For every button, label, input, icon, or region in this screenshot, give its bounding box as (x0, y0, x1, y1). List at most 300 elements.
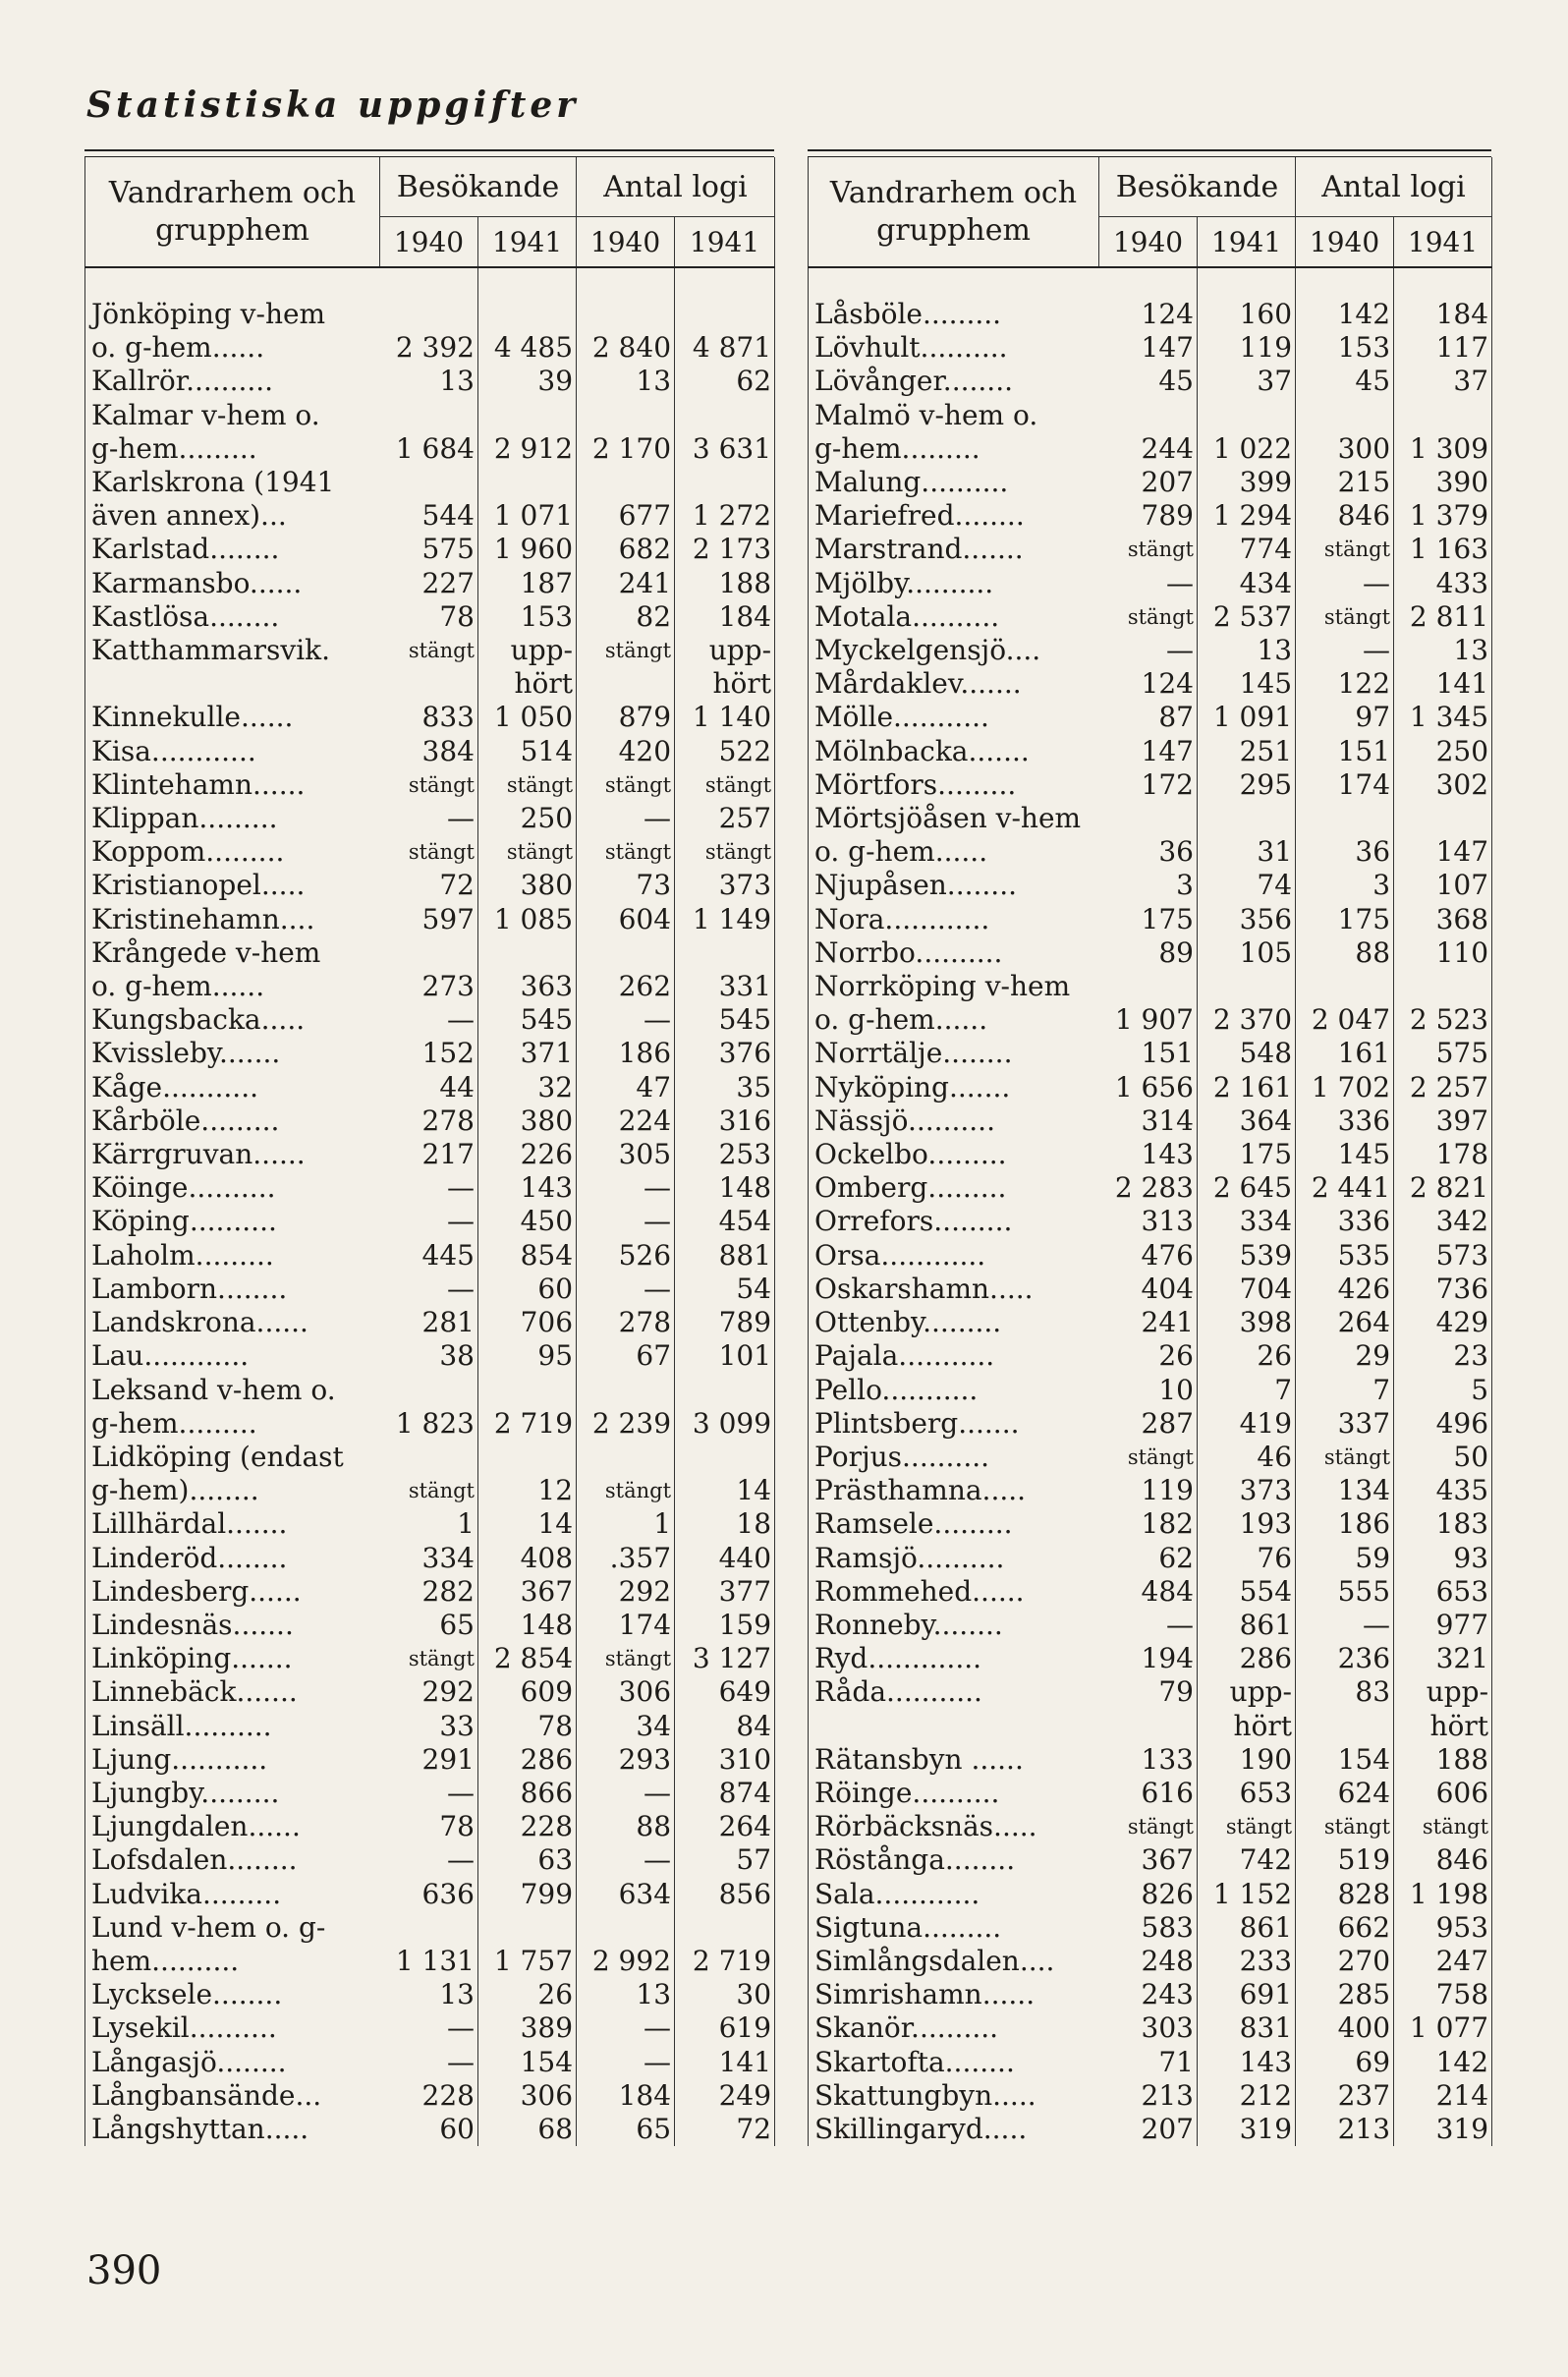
top-rule (808, 149, 1491, 157)
value-cell: 1 163 (1394, 533, 1492, 566)
hostel-name-cell: Lindesnäs....... (85, 1609, 380, 1642)
hostel-name-cell: Oskarshamn..... (809, 1273, 1099, 1306)
value-cell: stängt (1296, 600, 1394, 634)
table-row (809, 466, 1492, 499)
hostel-name-cell: Mårdaklev....... (809, 667, 1099, 701)
hostel-name-cell: Lindesberg...... (85, 1575, 380, 1609)
value-cell: 706 (478, 1306, 577, 1339)
hostel-name-cell (85, 667, 380, 701)
value-cell: stängt (577, 768, 675, 802)
top-rule (84, 149, 774, 157)
value-cell: 384 (380, 735, 478, 768)
value-cell: — (1099, 1609, 1198, 1642)
value-cell: 287 (1099, 1407, 1198, 1441)
value-cell: 400 (1296, 2011, 1394, 2045)
hostel-name-cell: Ljungby......... (85, 1777, 380, 1810)
value-cell: 2 161 (1198, 1071, 1296, 1104)
hostel-name-cell: Mörtfors......... (809, 768, 1099, 802)
value-cell: 319 (1198, 2113, 1296, 2146)
value-cell: 187 (478, 567, 577, 600)
value-cell: 2 173 (675, 533, 775, 566)
value-cell: 653 (1198, 1777, 1296, 1810)
table-row (809, 2079, 1492, 2113)
value-cell: upp- (1394, 1675, 1492, 1709)
value-cell: stängt (1296, 1441, 1394, 1474)
value-cell: 3 (1099, 869, 1198, 902)
value-cell: 32 (478, 1071, 577, 1104)
hostel-name-cell: Röinge.......... (809, 1777, 1099, 1810)
table-row (85, 835, 775, 869)
page-title: Statistiska uppgifter (86, 85, 580, 126)
value-cell: 548 (1198, 1037, 1296, 1070)
hostel-name-cell: Linsäll.......... (85, 1710, 380, 1743)
value-cell: 226 (478, 1138, 577, 1171)
value-cell: 174 (1296, 768, 1394, 802)
value-cell: 214 (1394, 2079, 1492, 2113)
value-cell: 60 (380, 2113, 478, 2146)
value-cell: 342 (1394, 1205, 1492, 1238)
value-cell: 88 (1296, 936, 1394, 970)
table-row (85, 2113, 775, 2146)
table-row (809, 1104, 1492, 1138)
left-table (84, 157, 775, 2146)
value-cell: 440 (675, 1542, 775, 1575)
value-cell: 1 907 (1099, 1003, 1198, 1037)
hostel-name-cell: g-hem......... (85, 1407, 380, 1441)
value-cell: 799 (478, 1878, 577, 1911)
hostel-name-cell: Mölnbacka....... (809, 735, 1099, 768)
value-cell: 522 (675, 735, 775, 768)
hostel-name-cell: Ronneby........ (809, 1609, 1099, 1642)
spacer-cell (675, 267, 775, 298)
value-cell: — (380, 1843, 478, 1877)
table-row (85, 331, 775, 365)
value-cell: 334 (380, 1542, 478, 1575)
hostel-name-cell: Omberg......... (809, 1171, 1099, 1205)
table-row (809, 1441, 1492, 1474)
value-cell: 390 (1394, 466, 1492, 499)
value-cell (1198, 802, 1296, 835)
value-cell (1394, 802, 1492, 835)
value-cell: 2 441 (1296, 1171, 1394, 1205)
value-cell: 249 (675, 2079, 775, 2113)
hostel-name-cell: Kristinehamn.... (85, 903, 380, 936)
value-cell (380, 399, 478, 432)
value-cell (1198, 399, 1296, 432)
value-cell: 789 (675, 1306, 775, 1339)
value-cell: 828 (1296, 1878, 1394, 1911)
value-cell: 295 (1198, 768, 1296, 802)
value-cell: 62 (675, 365, 775, 398)
value-cell: 97 (1296, 701, 1394, 734)
value-cell: stängt (1099, 600, 1198, 634)
value-cell: 334 (1198, 1205, 1296, 1238)
hostel-name-cell: o. g-hem...... (85, 331, 380, 365)
value-cell: 1 309 (1394, 432, 1492, 466)
value-cell: 47 (577, 1071, 675, 1104)
value-cell: upp- (478, 634, 577, 667)
value-cell: 78 (478, 1710, 577, 1743)
value-cell: 250 (478, 802, 577, 835)
value-cell: 1 (577, 1507, 675, 1541)
hostel-name-cell: Linnebäck....... (85, 1675, 380, 1709)
value-cell: 147 (1099, 735, 1198, 768)
value-cell: 606 (1394, 1777, 1492, 1810)
value-cell: 143 (1099, 1138, 1198, 1171)
value-cell: 292 (577, 1575, 675, 1609)
hostel-name-cell: Långshyttan..... (85, 2113, 380, 2146)
value-cell: 389 (478, 2011, 577, 2045)
table-row (85, 298, 775, 331)
hostel-name-cell: Lidköping (endast (85, 1441, 380, 1474)
value-cell: 653 (1394, 1575, 1492, 1609)
value-cell: 1 152 (1198, 1878, 1296, 1911)
value-cell: 145 (1198, 667, 1296, 701)
value-cell: 363 (478, 970, 577, 1003)
table-row (809, 1911, 1492, 1945)
value-cell (577, 936, 675, 970)
table-row (809, 1843, 1492, 1877)
hostel-name-cell: Pajala........... (809, 1339, 1099, 1373)
value-cell: 154 (478, 2046, 577, 2079)
value-cell: — (577, 1003, 675, 1037)
table-row (809, 1339, 1492, 1373)
value-cell: 117 (1394, 331, 1492, 365)
hostel-name-cell: Kristianopel..... (85, 869, 380, 902)
value-cell: 4 871 (675, 331, 775, 365)
hostel-name-cell: Sigtuna......... (809, 1911, 1099, 1945)
value-cell: 72 (380, 869, 478, 902)
value-cell: 303 (1099, 2011, 1198, 2045)
value-cell: 573 (1394, 1239, 1492, 1273)
value-cell (1099, 970, 1198, 1003)
value-cell: 380 (478, 869, 577, 902)
table-row (85, 466, 775, 499)
value-cell: 434 (1198, 567, 1296, 600)
hostel-name-cell: Malmö v-hem o. (809, 399, 1099, 432)
value-cell: 636 (380, 1878, 478, 1911)
hostel-name-cell: Linderöd........ (85, 1542, 380, 1575)
value-cell: 39 (478, 365, 577, 398)
hostel-name-cell: Lillhärdal....... (85, 1507, 380, 1541)
hostel-name-cell: Mörtsjöåsen v-hem (809, 802, 1099, 835)
value-cell: stängt (380, 768, 478, 802)
hostel-name-cell: Långbansände... (85, 2079, 380, 2113)
hostel-name-cell: Skartofta........ (809, 2046, 1099, 2079)
table-row (85, 1205, 775, 1238)
table-row (809, 802, 1492, 835)
value-cell: 2 170 (577, 432, 675, 466)
table-row (809, 1810, 1492, 1843)
spacer-cell (478, 267, 577, 298)
value-cell: 300 (1296, 432, 1394, 466)
value-cell: 248 (1099, 1945, 1198, 1978)
value-cell: stängt (577, 835, 675, 869)
table-row (809, 1071, 1492, 1104)
spacer-cell (1099, 267, 1198, 298)
header-lodging: Antal logi (577, 157, 775, 217)
hostel-name-cell: Karmansbo...... (85, 567, 380, 600)
value-cell: 445 (380, 1239, 478, 1273)
value-cell: 237 (1296, 2079, 1394, 2113)
value-cell: 143 (478, 1171, 577, 1205)
value-cell: 30 (675, 1978, 775, 2011)
value-cell: 278 (380, 1104, 478, 1138)
value-cell: 583 (1099, 1911, 1198, 1945)
value-cell: 2 811 (1394, 600, 1492, 634)
value-cell: 526 (577, 1239, 675, 1273)
value-cell: 13 (577, 1978, 675, 2011)
value-cell: 82 (577, 600, 675, 634)
value-cell: 89 (1099, 936, 1198, 970)
value-cell: stängt (380, 835, 478, 869)
value-cell: 1 379 (1394, 499, 1492, 533)
value-cell: 321 (1394, 1642, 1492, 1675)
value-cell: 624 (1296, 1777, 1394, 1810)
value-cell: 831 (1198, 2011, 1296, 2045)
value-cell: 856 (675, 1878, 775, 1911)
value-cell: 262 (577, 970, 675, 1003)
hostel-name-cell: Landskrona...... (85, 1306, 380, 1339)
value-cell: — (1099, 634, 1198, 667)
hostel-name-cell: o. g-hem...... (809, 1003, 1099, 1037)
table-row (809, 667, 1492, 701)
value-cell: 142 (1296, 298, 1394, 331)
value-cell: 57 (675, 1843, 775, 1877)
header-year: 1940 (1296, 217, 1394, 268)
header-year: 1940 (1099, 217, 1198, 268)
value-cell: 662 (1296, 1911, 1394, 1945)
value-cell: 59 (1296, 1542, 1394, 1575)
value-cell: 228 (478, 1810, 577, 1843)
hostel-name-cell: Lofsdalen........ (85, 1843, 380, 1877)
value-cell: 78 (380, 600, 478, 634)
spacer-cell (1198, 267, 1296, 298)
header-year: 1941 (675, 217, 775, 268)
value-cell: 364 (1198, 1104, 1296, 1138)
value-cell: 154 (1296, 1743, 1394, 1777)
value-cell: 26 (1099, 1339, 1198, 1373)
table-row (85, 869, 775, 902)
table-row (85, 1945, 775, 1978)
value-cell: — (380, 1273, 478, 1306)
value-cell: 188 (1394, 1743, 1492, 1777)
value-cell: 193 (1198, 1507, 1296, 1541)
value-cell: stängt (380, 1642, 478, 1675)
table-row (85, 1978, 775, 2011)
value-cell: 545 (478, 1003, 577, 1037)
table-row (809, 1675, 1492, 1709)
value-cell: — (577, 802, 675, 835)
value-cell: 148 (675, 1171, 775, 1205)
value-cell: — (380, 2011, 478, 2045)
value-cell: 292 (380, 1675, 478, 1709)
hostel-name-cell: Ramsjö.......... (809, 1542, 1099, 1575)
value-cell (1394, 970, 1492, 1003)
value-cell: — (380, 1205, 478, 1238)
table-row (85, 1071, 775, 1104)
value-cell: — (577, 1171, 675, 1205)
value-cell: 31 (1198, 835, 1296, 869)
value-cell: 3 (1296, 869, 1394, 902)
value-cell: 184 (1394, 298, 1492, 331)
value-cell: 184 (675, 600, 775, 634)
hostel-name-cell: Lövånger........ (809, 365, 1099, 398)
value-cell: 227 (380, 567, 478, 600)
hostel-name-cell: g-hem)........ (85, 1474, 380, 1507)
value-cell: 2 854 (478, 1642, 577, 1675)
value-cell: 175 (1198, 1138, 1296, 1171)
table-row (85, 432, 775, 466)
value-cell: 23 (1394, 1339, 1492, 1373)
value-cell: 2 645 (1198, 1171, 1296, 1205)
value-cell: 399 (1198, 466, 1296, 499)
value-cell: 45 (1296, 365, 1394, 398)
value-cell: 634 (577, 1878, 675, 1911)
header-year: 1941 (1394, 217, 1492, 268)
value-cell: 2 257 (1394, 1071, 1492, 1104)
table-row (809, 1273, 1492, 1306)
value-cell: 879 (577, 701, 675, 734)
value-cell: 160 (1198, 298, 1296, 331)
value-cell: 212 (1198, 2079, 1296, 2113)
value-cell: 846 (1394, 1843, 1492, 1877)
value-cell: 119 (1198, 331, 1296, 365)
value-cell: hört (675, 667, 775, 701)
value-cell: 2 283 (1099, 1171, 1198, 1205)
spacer-cell (85, 267, 380, 298)
value-cell: 37 (1198, 365, 1296, 398)
value-cell: 26 (1198, 1339, 1296, 1373)
value-cell (1099, 1710, 1198, 1743)
value-cell (1099, 399, 1198, 432)
value-cell: 79 (1099, 1675, 1198, 1709)
value-cell: 2 719 (675, 1945, 775, 1978)
value-cell: 450 (478, 1205, 577, 1238)
hostel-name-cell: Prästhamna..... (809, 1474, 1099, 1507)
value-cell: 38 (380, 1339, 478, 1373)
table-row (85, 1239, 775, 1273)
hostel-name-cell: Orrefors......... (809, 1205, 1099, 1238)
hostel-name-cell: Skanör.......... (809, 2011, 1099, 2045)
hostel-name-cell: Röstånga........ (809, 1843, 1099, 1877)
table-row (85, 1507, 775, 1541)
value-cell: 134 (1296, 1474, 1394, 1507)
value-cell: 270 (1296, 1945, 1394, 1978)
value-cell: 184 (577, 2079, 675, 2113)
value-cell: 2 992 (577, 1945, 675, 1978)
table-row (85, 903, 775, 936)
value-cell: 224 (577, 1104, 675, 1138)
value-cell: 110 (1394, 936, 1492, 970)
value-cell: 13 (1394, 634, 1492, 667)
header-visitors: Besökande (380, 157, 577, 217)
value-cell: 243 (1099, 1978, 1198, 2011)
value-cell: 46 (1198, 1441, 1296, 1474)
hostel-name-cell: Laholm......... (85, 1239, 380, 1273)
value-cell: 13 (1198, 634, 1296, 667)
table-row (85, 735, 775, 768)
value-cell: 677 (577, 499, 675, 533)
hostel-name-cell: Mölle........... (809, 701, 1099, 734)
header-lodging: Antal logi (1296, 157, 1492, 217)
value-cell (380, 466, 478, 499)
value-cell: 105 (1198, 936, 1296, 970)
value-cell: 93 (1394, 1542, 1492, 1575)
value-cell: 215 (1296, 466, 1394, 499)
value-cell (478, 298, 577, 331)
hostel-name-cell: g-hem......... (809, 432, 1099, 466)
value-cell: 2 821 (1394, 1171, 1492, 1205)
value-cell: 476 (1099, 1239, 1198, 1273)
value-cell: — (1099, 567, 1198, 600)
hostel-name-cell: Linköping....... (85, 1642, 380, 1675)
value-cell: 141 (1394, 667, 1492, 701)
table-row (809, 1003, 1492, 1037)
table-row (809, 1945, 1492, 1978)
table-row (809, 1542, 1492, 1575)
hostel-name-cell: Lamborn........ (85, 1273, 380, 1306)
value-cell: stängt (478, 768, 577, 802)
value-cell: stängt (1296, 1810, 1394, 1843)
value-cell: 62 (1099, 1542, 1198, 1575)
value-cell: 861 (1198, 1911, 1296, 1945)
value-cell: 159 (675, 1609, 775, 1642)
value-cell: 742 (1198, 1843, 1296, 1877)
value-cell: stängt (380, 1474, 478, 1507)
hostel-name-cell: Kallrör.......... (85, 365, 380, 398)
hostel-name-cell: Skillingaryd..... (809, 2113, 1099, 2146)
hostel-name-cell: g-hem......... (85, 432, 380, 466)
value-cell: 454 (675, 1205, 775, 1238)
table-row (809, 499, 1492, 533)
value-cell: 545 (675, 1003, 775, 1037)
table-row (85, 600, 775, 634)
table-row (85, 1171, 775, 1205)
value-cell: 398 (1198, 1306, 1296, 1339)
value-cell: 575 (1394, 1037, 1492, 1070)
value-cell (1296, 802, 1394, 835)
value-cell (478, 1911, 577, 1945)
table-row (809, 1710, 1492, 1743)
value-cell: 186 (1296, 1507, 1394, 1541)
value-cell: stängt (1099, 533, 1198, 566)
value-cell: 1 960 (478, 533, 577, 566)
value-cell: 119 (1099, 1474, 1198, 1507)
value-cell: 426 (1296, 1273, 1394, 1306)
hostel-name-cell: Nyköping....... (809, 1071, 1099, 1104)
value-cell: 331 (675, 970, 775, 1003)
table-row (85, 1843, 775, 1877)
table-row (85, 1407, 775, 1441)
value-cell: 2 047 (1296, 1003, 1394, 1037)
table-row (809, 936, 1492, 970)
value-cell: stängt (1296, 533, 1394, 566)
value-cell: 977 (1394, 1609, 1492, 1642)
value-cell: 36 (1099, 835, 1198, 869)
hostel-name-cell: Skattungbyn..... (809, 2079, 1099, 2113)
value-cell: 13 (380, 1978, 478, 2011)
table-row (809, 634, 1492, 667)
table-row (809, 2011, 1492, 2045)
value-cell: 609 (478, 1675, 577, 1709)
value-cell: 286 (478, 1743, 577, 1777)
hostel-name-cell: Leksand v-hem o. (85, 1374, 380, 1407)
hostel-name-cell: Jönköping v-hem (85, 298, 380, 331)
table-row (85, 1675, 775, 1709)
table-row (85, 1273, 775, 1306)
table-row (809, 1171, 1492, 1205)
